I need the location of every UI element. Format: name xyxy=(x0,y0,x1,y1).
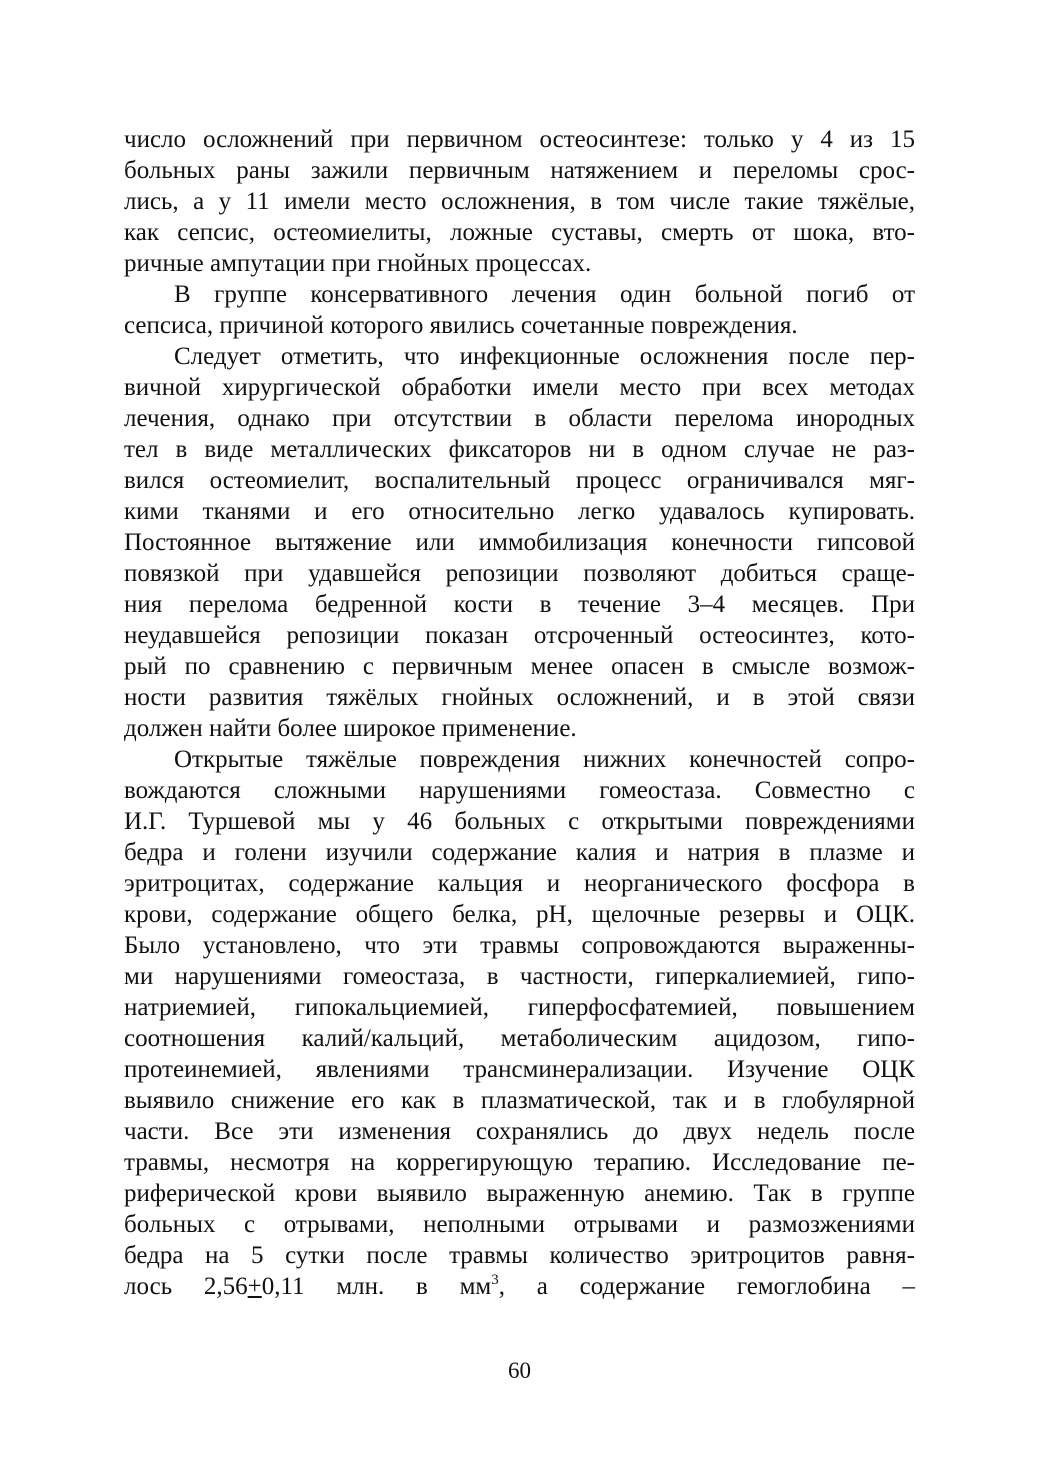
text-line: ричные ампутации при гнойных процессах. xyxy=(124,250,592,277)
text-line: части. Все эти изменения сохранялись до двух недель после xyxy=(124,1118,915,1145)
text-line: больных с отрывами, неполными отрывами и размозжениями xyxy=(124,1211,915,1238)
text-line: должен найти более широкое применение. xyxy=(124,715,577,742)
text-line: как сепсис, остеомиелиты, ложные суставы, смерть от шока, вто- xyxy=(124,219,915,246)
text-line: протеинемией, явлениями трансминерализации. Изучение ОЦК xyxy=(124,1056,915,1083)
text-line: повязкой при удавшейся репозиции позволяют добиться сраще- xyxy=(124,560,915,587)
text-line: больных раны зажили первичным натяжением и переломы срос- xyxy=(124,157,915,184)
text-line: эритроцитах, содержание кальция и неорганического фосфора в xyxy=(124,870,915,897)
text-line: ности развития тяжёлых гнойных осложнений, и в этой связи xyxy=(124,684,915,711)
paragraph xyxy=(124,341,915,744)
text-line: Было установлено, что эти травмы сопровождаются выраженны- xyxy=(124,932,915,959)
paragraph xyxy=(124,124,915,279)
text-fragment: , а содержание гемоглобина – xyxy=(498,1273,915,1300)
text-line: бедра и голени изучили содержание калия и натрия в плазме и xyxy=(124,839,915,866)
text-line: крови, содержание общего белка, pH, щелочные резервы и ОЦК. xyxy=(124,901,915,928)
text-line: тел в виде металлических фиксаторов ни в одном случае не раз- xyxy=(124,436,915,463)
text-line: Постоянное вытяжение или иммобилизация конечности гипсовой xyxy=(124,529,915,556)
text-line: соотношения калий/кальций, метаболическим ацидозом, гипо- xyxy=(124,1025,915,1052)
text-line: В группе консервативного лечения один больной погиб от xyxy=(174,281,915,308)
text-line: травмы, несмотря на коррегирующую терапию. Исследование пе- xyxy=(124,1149,915,1176)
text-line: вичной хирургической обработки имели место при всех методах xyxy=(124,374,915,401)
paragraph xyxy=(124,279,915,341)
text-line: вождаются сложными нарушениями гомеостаза. Совместно с xyxy=(124,777,915,804)
text-line: натриемией, гипокальциемией, гиперфосфатемией, повышением xyxy=(124,994,915,1021)
text-line: лечения, однако при отсутствии в области перелома инородных xyxy=(124,405,915,432)
text-line: число осложнений при первичном остеосинтезе: только у 4 из 15 xyxy=(124,126,915,153)
text-line: лись, а у 11 имели место осложнения, в том числе такие тяжёлые, xyxy=(124,188,915,215)
text-line: Следует отметить, что инфекционные осложнения после пер- xyxy=(174,343,915,370)
text-fragment: лось 2,56 xyxy=(124,1273,248,1300)
text-line-final xyxy=(124,1271,915,1302)
text-line: бедра на 5 сутки после травмы количество эритроцитов равня- xyxy=(124,1242,915,1269)
text-line: рый по сравнению с первичным менее опасен в смысле возмож- xyxy=(124,653,915,680)
text-line: вился остеомиелит, воспалительный процесс ограничивался мяг- xyxy=(124,467,915,494)
page-number: 60 xyxy=(508,1358,531,1383)
text-line: Открытые тяжёлые повреждения нижних конечностей сопро- xyxy=(174,746,915,773)
text-line: неудавшейся репозиции показан отсроченный остеосинтез, кото- xyxy=(124,622,915,649)
text-line: риферической крови выявило выраженную анемию. Так в группе xyxy=(124,1180,915,1207)
text-line: И.Г. Туршевой мы у 46 больных с открытыми повреждениями xyxy=(124,808,915,835)
text-fragment: 0,11 млн. в мм xyxy=(261,1273,492,1300)
text-line: ми нарушениями гомеостаза, в частности, гиперкалиемией, гипо- xyxy=(124,963,915,990)
page-body xyxy=(124,124,915,1302)
text-fragment: + xyxy=(247,1273,262,1300)
text-line: кими тканями и его относительно легко удавалось купировать. xyxy=(124,498,915,525)
paragraph xyxy=(124,744,915,1302)
text-fragment: 3 xyxy=(491,1272,499,1288)
text-line: выявило снижение его как в плазматической, так и в глобулярной xyxy=(124,1087,915,1114)
text-line: сепсиса, причиной которого явились сочетанные повреждения. xyxy=(124,312,798,339)
text-line: ния перелома бедренной кости в течение 3–4 месяцев. При xyxy=(124,591,915,618)
